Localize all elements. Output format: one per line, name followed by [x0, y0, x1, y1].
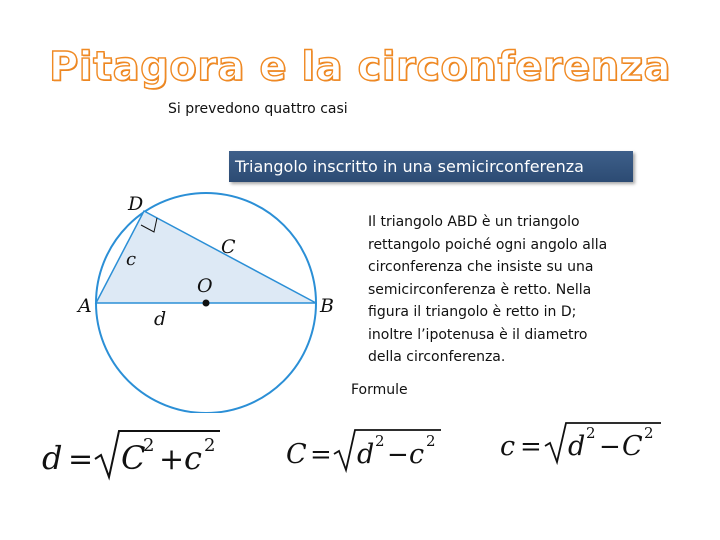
radicand-b: c	[409, 439, 425, 470]
formula-op: −	[387, 440, 409, 470]
description-paragraph: Il triangolo ABD è un triangolo rettangolo poiché ogni angolo alla circonferenza che insiste su una semicirconferenza è retto. Nella figura il triangolo è retto in D; inoltre l’ipotenusa è il diametro della circonferenza.	[368, 214, 608, 365]
formula-op: +	[159, 442, 185, 477]
formula-diameter	[38, 425, 228, 481]
exponent-a: 2	[586, 424, 596, 442]
label-diameter-d: d	[154, 308, 167, 330]
exponent-a: 2	[375, 432, 385, 450]
radicand-a: d	[357, 439, 375, 470]
exponent-b: 2	[204, 435, 216, 456]
label-a-vertex: A	[78, 295, 92, 317]
exponent-b: 2	[644, 424, 654, 442]
formule-label: Formule	[351, 382, 408, 398]
label-d-vertex: D	[128, 193, 144, 215]
page-title: Pitagora e la circonferenza	[48, 44, 672, 90]
radicand-a: d	[568, 431, 586, 462]
formula-lhs: c	[500, 431, 516, 462]
subtitle: Si prevedono quattro casi	[168, 101, 348, 117]
center-point	[203, 300, 210, 307]
section-banner: Triangolo inscritto in una semicirconferenza	[229, 151, 633, 182]
formula-eq: =	[520, 432, 542, 462]
label-hyp-C: C	[221, 236, 236, 258]
formula-lhs: d	[42, 439, 63, 477]
radicand-a: C	[121, 439, 146, 477]
label-center-O: O	[197, 275, 213, 297]
label-b-vertex: B	[320, 295, 334, 317]
formula-eq: =	[310, 440, 332, 470]
triangle-figure	[70, 188, 350, 413]
formula-op: −	[599, 432, 621, 462]
label-leg-c: c	[126, 249, 137, 270]
formula-lhs: C	[286, 439, 307, 470]
radicand-b: c	[184, 439, 202, 477]
exponent-a: 2	[143, 435, 155, 456]
formula-eq: =	[68, 442, 94, 477]
formula-hypotenuse	[283, 424, 448, 474]
radicand-b: C	[622, 431, 643, 462]
exponent-b: 2	[426, 432, 436, 450]
formula-leg	[498, 418, 668, 466]
